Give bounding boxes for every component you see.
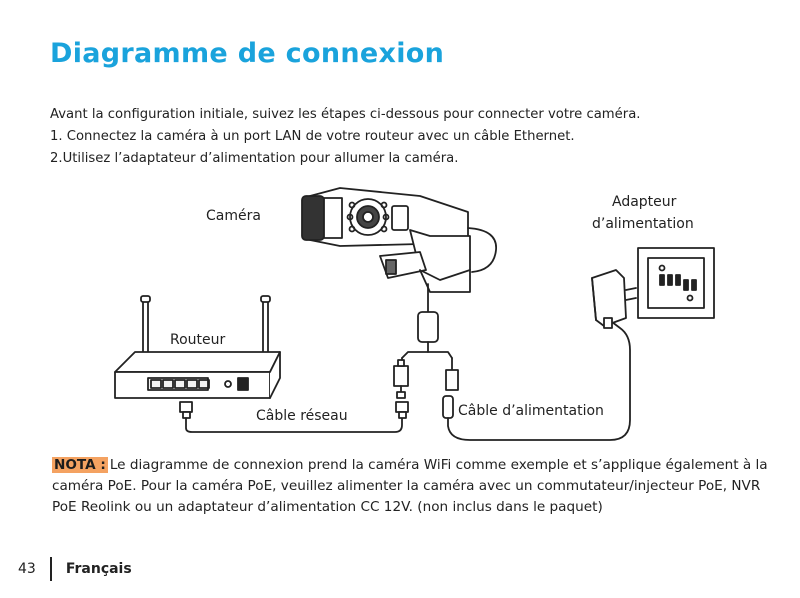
intro-line: Avant la configuration initiale, suivez les étapes ci-dessous pour connecter votre caméra.: [50, 107, 641, 122]
intro-step-2: 2.Utilisez l’adaptateur d’alimentation pour allumer la caméra.: [50, 151, 459, 166]
note-block: [52, 455, 772, 518]
footer-divider: [50, 557, 52, 581]
power-adapter-illustration: [592, 270, 636, 328]
wall-outlet-illustration: [638, 248, 714, 318]
page-footer: [18, 557, 132, 581]
language-label: Français: [65, 561, 132, 577]
intro-step-1: 1. Connectez la caméra à un port LAN de votre routeur avec un câble Ethernet.: [50, 129, 575, 144]
camera-label: Caméra: [206, 208, 261, 224]
power-cable-label: Câble d’alimentation: [458, 403, 604, 419]
adapter-label-line1: Adapteur: [612, 194, 677, 210]
adapter-label-line2: d’alimentation: [592, 216, 694, 232]
network-cable-label: Câble réseau: [256, 408, 348, 424]
page-title: Diagramme de connexion: [50, 38, 445, 69]
power-cable: [443, 322, 630, 440]
router-label: Routeur: [170, 332, 226, 348]
camera-illustration: [302, 188, 496, 292]
page-number: 43: [18, 561, 36, 577]
note-tag: NOTA :: [54, 457, 106, 473]
camera-cable-split: [402, 284, 458, 390]
note-text: Le diagramme de connexion prend la caméra WiFi comme exemple et s’applique également à la caméra PoE. Pour la caméra PoE, veuillez alimenter la caméra avec un commutateur/injecteur PoE, NVR PoE Reolink ou un adaptateur d’alimentation CC 12V. (non inclus dans le paquet): [52, 457, 768, 515]
